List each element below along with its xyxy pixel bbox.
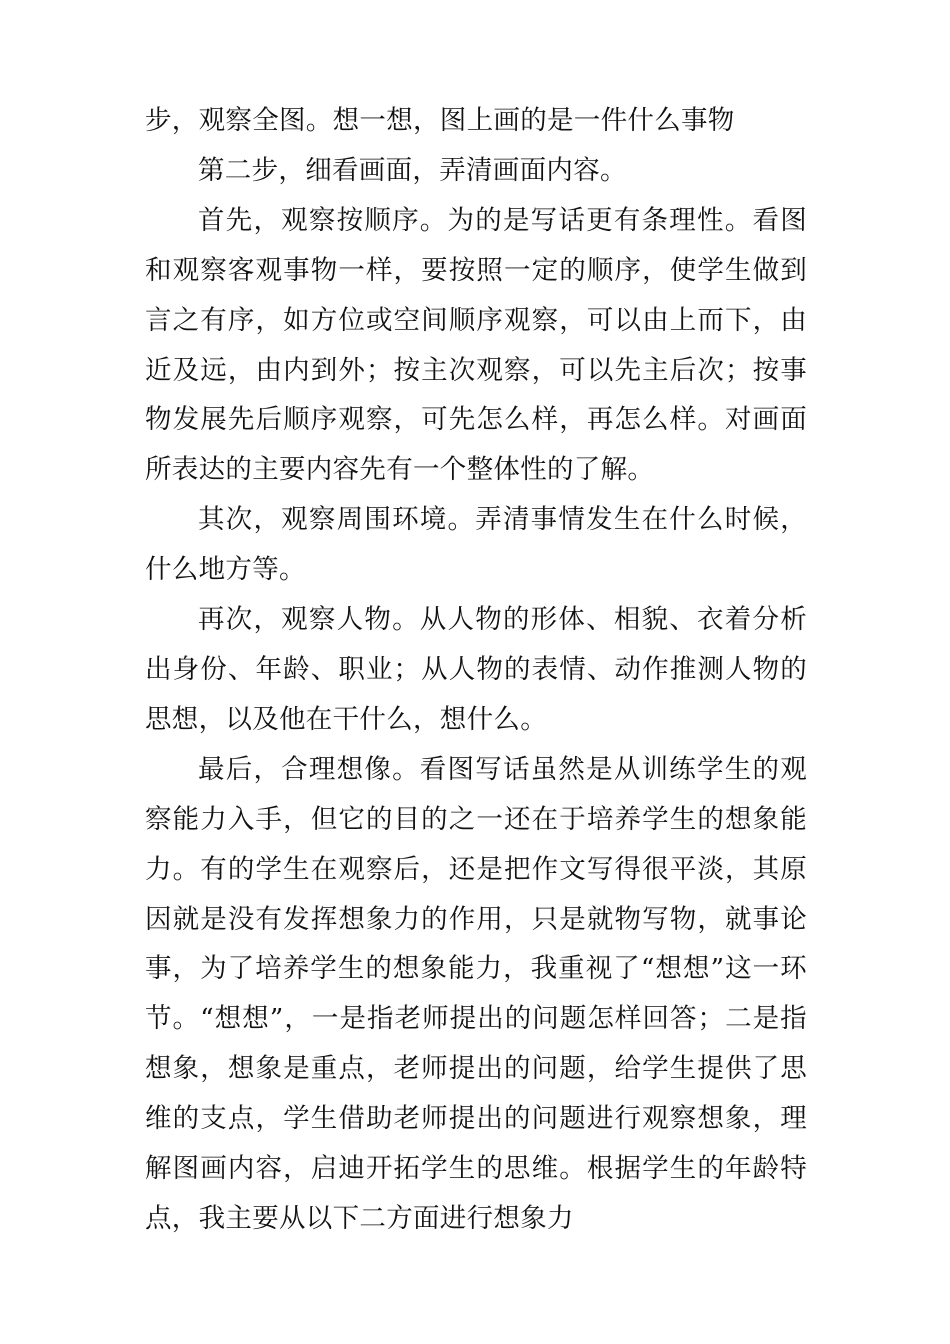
paragraph: 再次，观察人物。从人物的形体、相貌、衣着分析出身份、年龄、职业；从人物的表情、动作推测人物的思想，以及他在干什么，想什么。 (145, 604, 807, 735)
paragraph: 其次，观察周围环境。弄清事情发生在什么时候，什么地方等。 (145, 504, 807, 586)
paragraph: 首先，观察按顺序。为的是写话更有条理性。看图和观察客观事物一样，要按照一定的顺序，使学生做到言之有序，如方位或空间顺序观察，可以由上而下，由近及远，由内到外；按主次观察，可以先主后次；按事物发展先后顺序观察，可先怎么样，再怎么样。对画面所表达的主要内容先有一个整体性的了解。 (145, 204, 807, 486)
paragraph: 最后，合理想像。看图写话虽然是从训练学生的观察能力入手，但它的目的之一还在于培养学生的想象能力。有的学生在观察后，还是把作文写得很平淡，其原因就是没有发挥想象力的作用，只是就物写物，就事论事，为了培养学生的想象能力，我重视了“想想”这一环节。“想想”，一是指老师提出的问题怎样回答；二是指想象，想象是重点，老师提出的问题，给学生提供了思维的支点，学生借助老师提出的问题进行观察想象，理解图画内容，启迪开拓学生的思维。根据学生的年龄特点，我主要从以下二方面进行想象力 (145, 753, 807, 1234)
paragraph: 步，观察全图。想一想，图上画的是一件什么事物 (145, 105, 735, 136)
paragraph: 第二步，细看画面，弄清画面内容。 (198, 154, 627, 186)
body-text (145, 96, 807, 1244)
